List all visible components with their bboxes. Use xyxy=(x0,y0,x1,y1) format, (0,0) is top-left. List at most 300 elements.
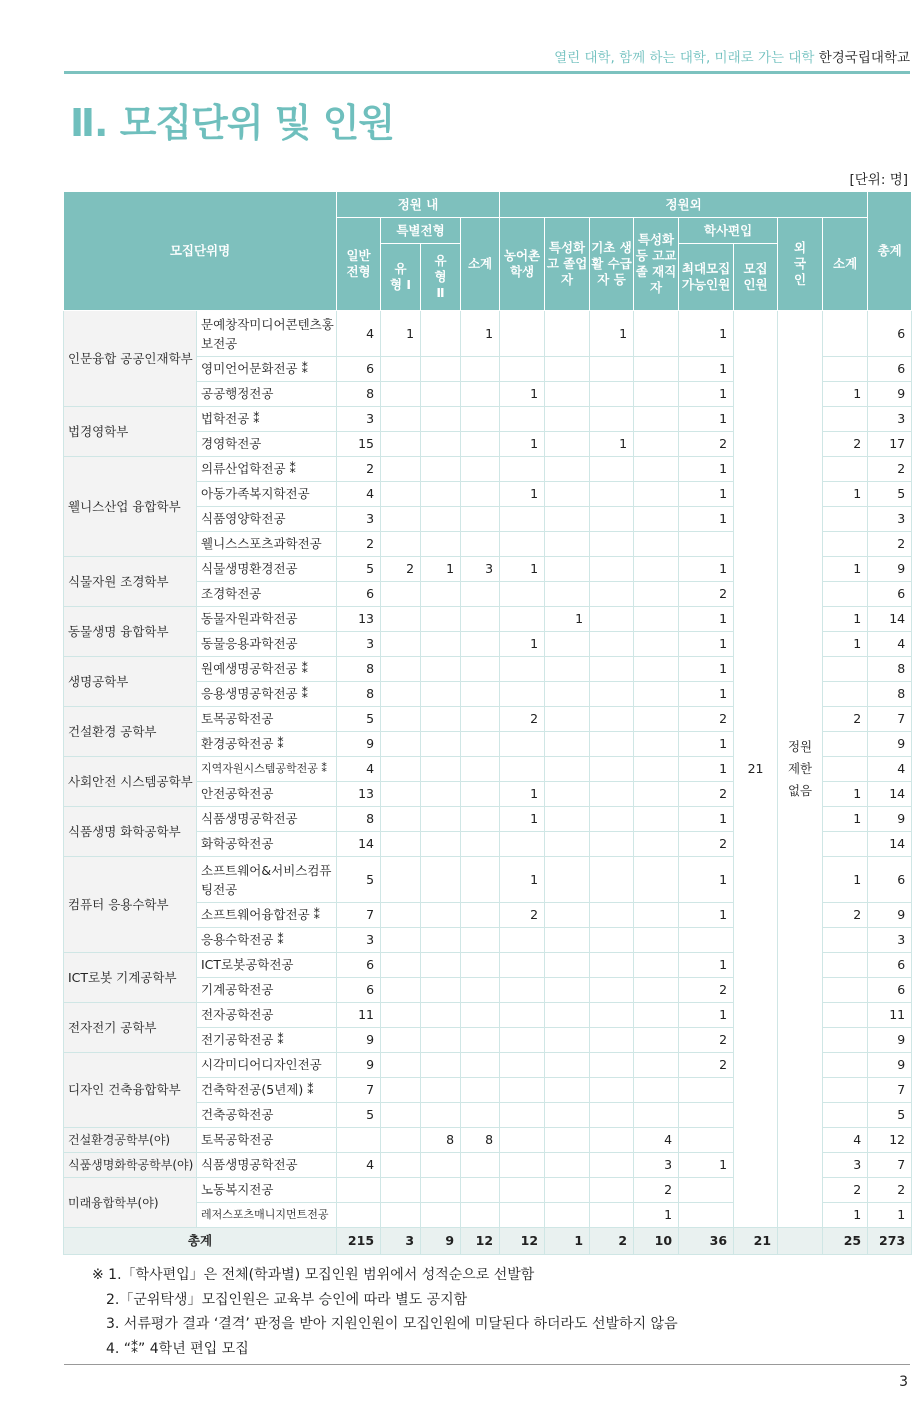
value-cell xyxy=(421,1103,461,1128)
value-cell xyxy=(421,607,461,632)
value-cell xyxy=(634,978,679,1003)
value-cell xyxy=(823,357,868,382)
value-cell: 5 xyxy=(337,557,381,582)
major-name: 소프트웨어융합전공 ⁑ xyxy=(197,903,337,928)
section-title: Ⅱ. 모집단위 및 인원 xyxy=(70,101,395,145)
value-cell xyxy=(381,732,421,757)
value-cell xyxy=(590,1053,634,1078)
total-row xyxy=(64,1228,912,1255)
value-cell xyxy=(500,978,545,1003)
value-cell xyxy=(461,807,500,832)
col-type1: 유형 Ⅰ xyxy=(381,244,421,311)
value-cell: 2 xyxy=(679,978,734,1003)
value-cell xyxy=(381,682,421,707)
value-cell xyxy=(590,857,634,903)
group-name: 웰니스산업 융합학부 xyxy=(64,457,197,557)
value-cell xyxy=(500,732,545,757)
value-cell xyxy=(545,782,590,807)
value-cell xyxy=(634,807,679,832)
value-cell xyxy=(500,357,545,382)
page-number: 3 xyxy=(899,1374,908,1390)
value-cell xyxy=(823,1078,868,1103)
value-cell xyxy=(590,1078,634,1103)
total-grand-total: 273 xyxy=(868,1228,912,1255)
value-cell: 6 xyxy=(868,582,912,607)
value-cell: 2 xyxy=(381,557,421,582)
value-cell xyxy=(461,832,500,857)
total-subtotal-in: 12 xyxy=(461,1228,500,1255)
value-cell: 1 xyxy=(679,357,734,382)
value-cell xyxy=(590,953,634,978)
value-cell xyxy=(500,457,545,482)
notes xyxy=(92,1263,678,1361)
value-cell xyxy=(590,557,634,582)
value-cell: 3 xyxy=(868,928,912,953)
value-cell: 4 xyxy=(634,1128,679,1153)
value-cell: 14 xyxy=(868,782,912,807)
value-cell: 7 xyxy=(868,1078,912,1103)
value-cell xyxy=(381,657,421,682)
value-cell: 2 xyxy=(823,707,868,732)
value-cell xyxy=(634,407,679,432)
major-name: 건축공학전공 xyxy=(197,1103,337,1128)
value-cell xyxy=(421,407,461,432)
value-cell xyxy=(590,707,634,732)
value-cell xyxy=(381,807,421,832)
value-cell: 8 xyxy=(461,1128,500,1153)
value-cell: 3 xyxy=(823,1153,868,1178)
group-name: 디자인 건축융합학부 xyxy=(64,1053,197,1128)
value-cell xyxy=(381,978,421,1003)
value-cell: 1 xyxy=(545,607,590,632)
value-cell: 12 xyxy=(868,1128,912,1153)
major-name: 동물자원과학전공 xyxy=(197,607,337,632)
value-cell xyxy=(500,757,545,782)
value-cell xyxy=(545,357,590,382)
value-cell xyxy=(590,832,634,857)
value-cell xyxy=(381,1203,421,1228)
value-cell xyxy=(545,1153,590,1178)
value-cell xyxy=(381,857,421,903)
value-cell xyxy=(381,1128,421,1153)
major-name: 응용생명공학전공 ⁑ xyxy=(197,682,337,707)
value-cell: 1 xyxy=(679,407,734,432)
note-3: 3. 서류평가 결과 ‘결격’ 판정을 받아 지원인원이 모집인원에 미달된다 하더라도 선발하지 않음 xyxy=(106,1316,678,1332)
value-cell xyxy=(823,657,868,682)
major-name: 노동복지전공 xyxy=(197,1178,337,1203)
value-cell xyxy=(545,978,590,1003)
col-special-worker: 특성화 등 고교졸 재직자 xyxy=(634,218,679,311)
value-cell xyxy=(381,1103,421,1128)
col-subtotal-out: 소계 xyxy=(823,218,868,311)
value-cell xyxy=(634,782,679,807)
value-cell xyxy=(634,382,679,407)
value-cell xyxy=(461,507,500,532)
value-cell xyxy=(461,903,500,928)
value-cell xyxy=(634,757,679,782)
value-cell: 9 xyxy=(868,732,912,757)
foreign-merged: 정원 제한 없음 xyxy=(778,311,823,1228)
value-cell xyxy=(590,657,634,682)
value-cell xyxy=(545,707,590,732)
value-cell: 2 xyxy=(823,432,868,457)
total-transfer-quota: 21 xyxy=(734,1228,778,1255)
major-name: 공공행정전공 xyxy=(197,382,337,407)
value-cell: 9 xyxy=(868,807,912,832)
major-name: 식품생명공학전공 xyxy=(197,807,337,832)
major-name: 조경학전공 xyxy=(197,582,337,607)
value-cell xyxy=(823,1028,868,1053)
group-name: 동물생명 융합학부 xyxy=(64,607,197,657)
value-cell xyxy=(500,953,545,978)
value-cell xyxy=(590,978,634,1003)
group-name: ICT로봇 기계공학부 xyxy=(64,953,197,1003)
value-cell xyxy=(823,457,868,482)
value-cell xyxy=(634,928,679,953)
value-cell xyxy=(381,357,421,382)
value-cell xyxy=(545,682,590,707)
value-cell xyxy=(590,1203,634,1228)
value-cell xyxy=(381,928,421,953)
value-cell: 8 xyxy=(868,682,912,707)
value-cell xyxy=(461,953,500,978)
value-cell: 1 xyxy=(421,557,461,582)
value-cell: 8 xyxy=(337,807,381,832)
value-cell xyxy=(545,532,590,557)
value-cell: 1 xyxy=(500,632,545,657)
major-name: 웰니스스포츠과학전공 xyxy=(197,532,337,557)
value-cell xyxy=(461,732,500,757)
header-divider xyxy=(64,71,910,74)
value-cell: 1 xyxy=(461,311,500,357)
value-cell xyxy=(461,532,500,557)
value-cell: 4 xyxy=(337,1153,381,1178)
value-cell xyxy=(823,1003,868,1028)
value-cell xyxy=(381,1178,421,1203)
value-cell xyxy=(461,482,500,507)
value-cell: 1 xyxy=(823,382,868,407)
value-cell xyxy=(500,1078,545,1103)
major-name: 토목공학전공 xyxy=(197,1128,337,1153)
value-cell xyxy=(381,582,421,607)
major-name: 지역자원시스템공학전공 ⁑ xyxy=(197,757,337,782)
value-cell xyxy=(545,757,590,782)
value-cell: 2 xyxy=(500,707,545,732)
value-cell xyxy=(421,857,461,903)
value-cell xyxy=(381,632,421,657)
value-cell xyxy=(679,1203,734,1228)
value-cell: 2 xyxy=(679,1028,734,1053)
value-cell xyxy=(461,1203,500,1228)
value-cell xyxy=(421,357,461,382)
note-1: ※ 1.「학사편입」은 전체(학과별) 모집인원 범위에서 성적순으로 선발함 xyxy=(92,1267,535,1283)
value-cell: 5 xyxy=(337,1103,381,1128)
value-cell xyxy=(421,1203,461,1228)
value-cell xyxy=(421,311,461,357)
value-cell xyxy=(500,657,545,682)
group-name: 식품생명화학공학부(야) xyxy=(64,1153,197,1178)
value-cell xyxy=(823,732,868,757)
col-total: 총계 xyxy=(868,192,912,311)
value-cell xyxy=(634,657,679,682)
value-cell xyxy=(381,532,421,557)
value-cell xyxy=(500,607,545,632)
value-cell xyxy=(590,1178,634,1203)
value-cell xyxy=(461,657,500,682)
value-cell xyxy=(634,507,679,532)
col-foreign: 외 국 인 xyxy=(778,218,823,311)
major-name: 동물응용과학전공 xyxy=(197,632,337,657)
value-cell xyxy=(634,557,679,582)
major-name: 환경공학전공 ⁑ xyxy=(197,732,337,757)
value-cell: 1 xyxy=(381,311,421,357)
value-cell xyxy=(500,1103,545,1128)
value-cell: 2 xyxy=(823,1178,868,1203)
value-cell xyxy=(590,1128,634,1153)
total-general: 215 xyxy=(337,1228,381,1255)
value-cell xyxy=(634,857,679,903)
group-name: 생명공학부 xyxy=(64,657,197,707)
group-name: 미래융합학부(야) xyxy=(64,1178,197,1228)
value-cell: 1 xyxy=(868,1203,912,1228)
col-within-quota: 정원 내 xyxy=(337,192,500,218)
value-cell: 1 xyxy=(590,311,634,357)
value-cell: 5 xyxy=(337,857,381,903)
major-name: 레저스포츠매니지먼트전공 xyxy=(197,1203,337,1228)
value-cell: 1 xyxy=(823,807,868,832)
major-name: 응용수학전공 ⁑ xyxy=(197,928,337,953)
group-name: 전자전기 공학부 xyxy=(64,1003,197,1053)
value-cell: 3 xyxy=(868,407,912,432)
value-cell xyxy=(634,682,679,707)
value-cell: 1 xyxy=(679,682,734,707)
value-cell: 6 xyxy=(337,978,381,1003)
value-cell xyxy=(545,807,590,832)
value-cell: 2 xyxy=(868,457,912,482)
value-cell xyxy=(381,1053,421,1078)
value-cell: 2 xyxy=(337,457,381,482)
value-cell xyxy=(461,682,500,707)
value-cell: 3 xyxy=(868,507,912,532)
value-cell: 4 xyxy=(868,632,912,657)
value-cell xyxy=(590,807,634,832)
major-name: 시각미디어디자인전공 xyxy=(197,1053,337,1078)
value-cell: 7 xyxy=(868,707,912,732)
value-cell xyxy=(461,1103,500,1128)
value-cell: 6 xyxy=(337,582,381,607)
total-rural: 12 xyxy=(500,1228,545,1255)
value-cell xyxy=(421,782,461,807)
value-cell xyxy=(634,357,679,382)
value-cell: 4 xyxy=(337,757,381,782)
value-cell xyxy=(590,457,634,482)
value-cell: 1 xyxy=(679,1003,734,1028)
value-cell xyxy=(337,1203,381,1228)
value-cell xyxy=(545,1178,590,1203)
value-cell xyxy=(381,832,421,857)
value-cell xyxy=(590,1028,634,1053)
group-name: 건설환경 공학부 xyxy=(64,707,197,757)
unit-label: [단위: 명] xyxy=(849,172,908,188)
value-cell xyxy=(500,1028,545,1053)
col-transfer: 학사편입 xyxy=(679,218,778,244)
value-cell: 9 xyxy=(868,903,912,928)
value-cell xyxy=(461,1078,500,1103)
total-subtotal-out: 25 xyxy=(823,1228,868,1255)
value-cell xyxy=(545,1203,590,1228)
major-name: 법학전공 ⁑ xyxy=(197,407,337,432)
value-cell: 14 xyxy=(337,832,381,857)
value-cell xyxy=(461,357,500,382)
note-2: 2.「군위탁생」모집인원은 교육부 승인에 따라 별도 공지함 xyxy=(106,1291,468,1308)
value-cell xyxy=(823,507,868,532)
value-cell xyxy=(634,1003,679,1028)
value-cell: 1 xyxy=(823,857,868,903)
value-cell xyxy=(421,953,461,978)
major-name: 소프트웨어&서비스컴퓨팅전공 xyxy=(197,857,337,903)
value-cell xyxy=(679,1128,734,1153)
value-cell: 1 xyxy=(679,757,734,782)
recruitment-table xyxy=(63,191,912,1255)
value-cell xyxy=(500,1003,545,1028)
value-cell xyxy=(545,657,590,682)
value-cell xyxy=(823,582,868,607)
value-cell xyxy=(679,1103,734,1128)
value-cell xyxy=(500,1053,545,1078)
value-cell xyxy=(381,1078,421,1103)
value-cell xyxy=(500,1178,545,1203)
value-cell xyxy=(590,1153,634,1178)
value-cell: 2 xyxy=(868,1178,912,1203)
major-name: 안전공학전공 xyxy=(197,782,337,807)
value-cell xyxy=(421,928,461,953)
value-cell: 1 xyxy=(679,632,734,657)
value-cell xyxy=(421,432,461,457)
value-cell: 14 xyxy=(868,607,912,632)
major-name: 기계공학전공 xyxy=(197,978,337,1003)
value-cell: 2 xyxy=(634,1178,679,1203)
value-cell: 4 xyxy=(823,1128,868,1153)
value-cell: 1 xyxy=(500,432,545,457)
value-cell: 6 xyxy=(868,357,912,382)
value-cell: 9 xyxy=(337,732,381,757)
value-cell: 1 xyxy=(679,657,734,682)
total-basic-living: 2 xyxy=(590,1228,634,1255)
col-outside-quota: 정원외 xyxy=(500,192,868,218)
value-cell xyxy=(421,1078,461,1103)
value-cell: 5 xyxy=(868,482,912,507)
value-cell xyxy=(421,1003,461,1028)
value-cell xyxy=(634,582,679,607)
value-cell xyxy=(461,928,500,953)
value-cell: 1 xyxy=(500,557,545,582)
value-cell: 4 xyxy=(337,482,381,507)
major-name: 전기공학전공 ⁑ xyxy=(197,1028,337,1053)
value-cell: 2 xyxy=(679,582,734,607)
value-cell xyxy=(421,903,461,928)
major-name: 식품영양학전공 xyxy=(197,507,337,532)
value-cell xyxy=(545,482,590,507)
value-cell xyxy=(461,1178,500,1203)
col-general: 일반 전형 xyxy=(337,218,381,311)
value-cell: 9 xyxy=(337,1028,381,1053)
value-cell xyxy=(337,1178,381,1203)
table-body xyxy=(64,311,912,1255)
note-4: 4. “⁑” 4학년 편입 모집 xyxy=(106,1340,249,1357)
value-cell xyxy=(545,382,590,407)
value-cell: 1 xyxy=(679,732,734,757)
value-cell: 3 xyxy=(337,507,381,532)
table-header xyxy=(64,192,912,311)
value-cell: 1 xyxy=(679,382,734,407)
value-cell xyxy=(421,632,461,657)
value-cell: 1 xyxy=(500,807,545,832)
value-cell: 7 xyxy=(337,903,381,928)
value-cell xyxy=(381,782,421,807)
major-name: 원예생명공학전공 ⁑ xyxy=(197,657,337,682)
value-cell: 6 xyxy=(337,357,381,382)
value-cell xyxy=(823,407,868,432)
value-cell xyxy=(823,1053,868,1078)
value-cell xyxy=(381,1153,421,1178)
value-cell: 1 xyxy=(679,557,734,582)
value-cell xyxy=(590,1003,634,1028)
value-cell xyxy=(634,457,679,482)
major-name: ICT로봇공학전공 xyxy=(197,953,337,978)
value-cell: 2 xyxy=(337,532,381,557)
value-cell: 8 xyxy=(337,657,381,682)
table-row xyxy=(64,311,912,357)
value-cell: 3 xyxy=(461,557,500,582)
value-cell xyxy=(590,532,634,557)
value-cell xyxy=(421,807,461,832)
header-slogan: 열린 대학, 함께 하는 대학, 미래로 가는 대학 xyxy=(554,50,815,66)
value-cell: 1 xyxy=(679,482,734,507)
value-cell xyxy=(381,407,421,432)
value-cell xyxy=(421,457,461,482)
major-name: 문예창작미디어콘텐츠홍보전공 xyxy=(197,311,337,357)
value-cell xyxy=(545,857,590,903)
value-cell xyxy=(500,832,545,857)
value-cell xyxy=(590,482,634,507)
value-cell: 6 xyxy=(868,857,912,903)
value-cell xyxy=(545,903,590,928)
value-cell xyxy=(545,1053,590,1078)
value-cell xyxy=(590,1103,634,1128)
value-cell: 2 xyxy=(823,903,868,928)
value-cell: 1 xyxy=(679,807,734,832)
total-special-worker: 10 xyxy=(634,1228,679,1255)
value-cell xyxy=(545,432,590,457)
value-cell: 2 xyxy=(868,532,912,557)
value-cell xyxy=(590,757,634,782)
value-cell xyxy=(634,953,679,978)
value-cell xyxy=(590,407,634,432)
value-cell xyxy=(381,757,421,782)
value-cell xyxy=(421,978,461,1003)
value-cell xyxy=(381,1003,421,1028)
value-cell xyxy=(381,457,421,482)
value-cell: 1 xyxy=(823,1203,868,1228)
value-cell xyxy=(545,732,590,757)
value-cell: 8 xyxy=(868,657,912,682)
value-cell xyxy=(421,832,461,857)
value-cell xyxy=(590,607,634,632)
col-transfer-quota: 모집 인원 xyxy=(734,244,778,311)
value-cell: 3 xyxy=(337,632,381,657)
value-cell: 6 xyxy=(868,978,912,1003)
value-cell: 1 xyxy=(679,953,734,978)
